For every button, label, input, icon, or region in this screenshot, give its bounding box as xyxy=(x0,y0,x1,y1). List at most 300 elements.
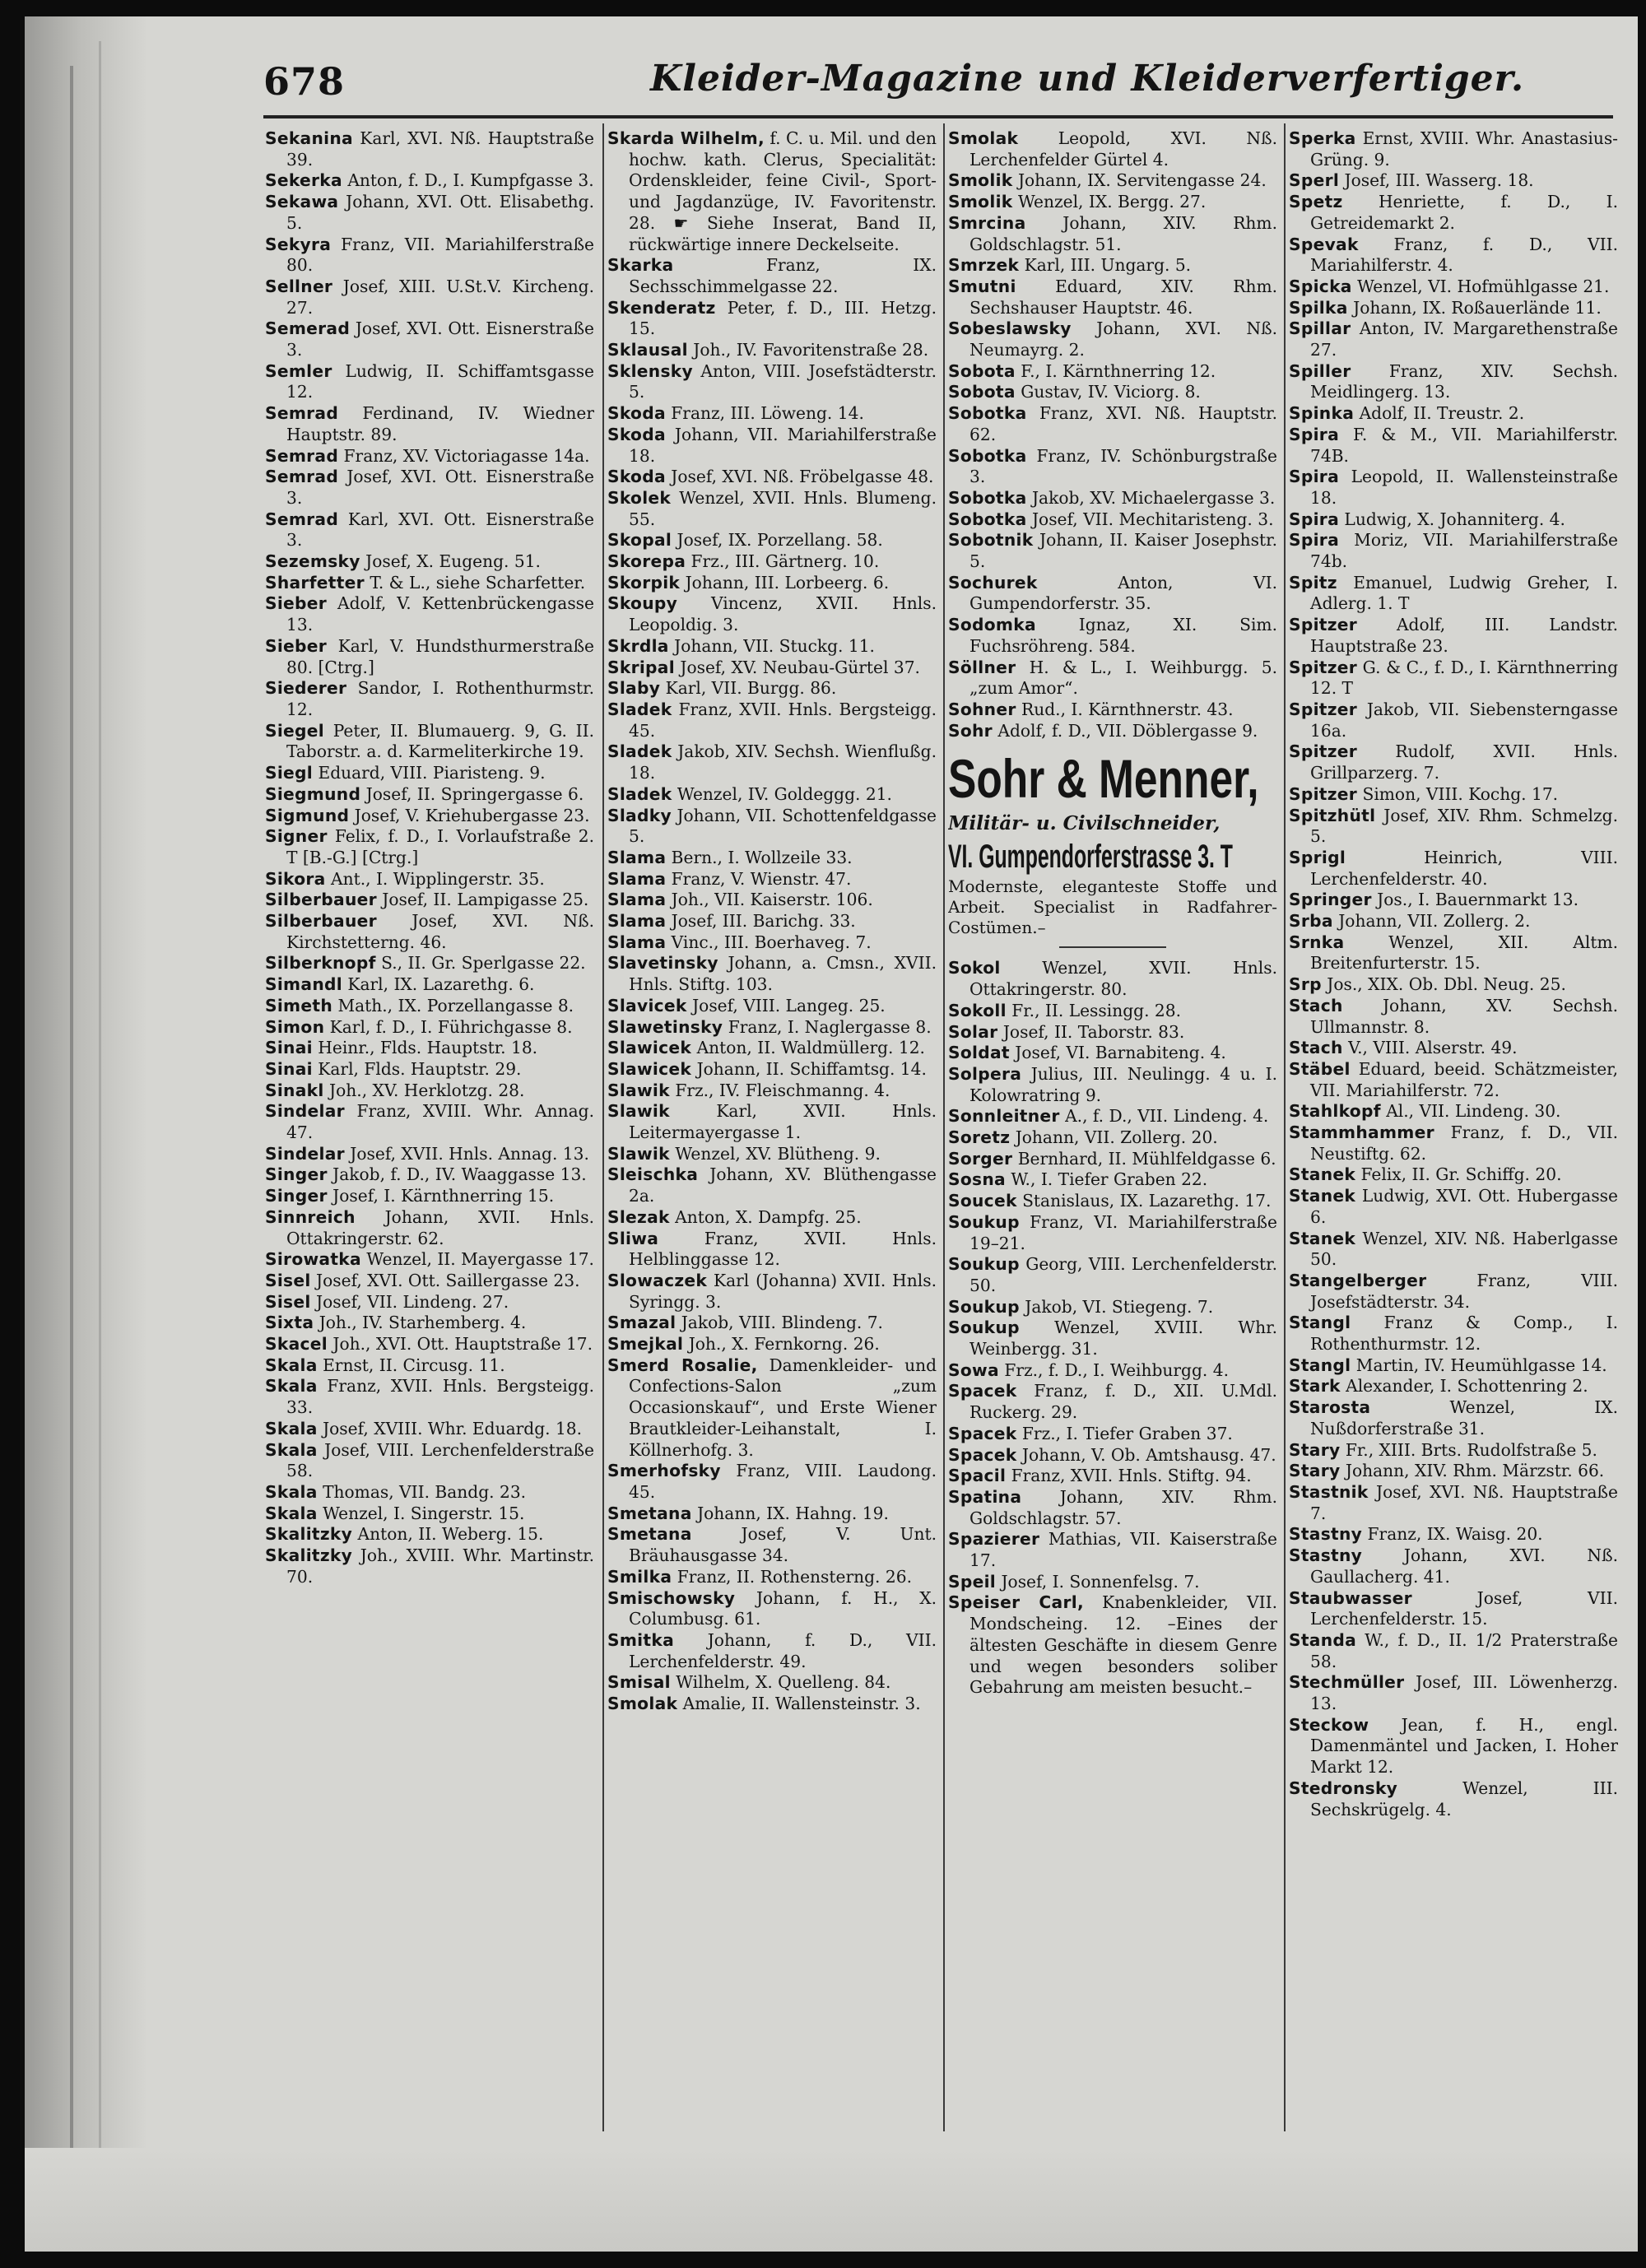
entry-name: Srnka xyxy=(1289,932,1345,952)
entry-details: Josef, I. Kärnthnerring 15. xyxy=(332,1186,555,1206)
entry-name: Sperl xyxy=(1289,170,1340,191)
entry-details: Karl (Johanna) XVII. Hnls. Syringg. 3. xyxy=(629,1270,937,1312)
directory-entry xyxy=(265,1545,594,1587)
entry-details: Ant., I. Wipplingerstr. 35. xyxy=(331,868,545,889)
directory-entry xyxy=(1289,128,1618,170)
entry-name: Skacel xyxy=(265,1334,328,1355)
entry-details: Jakob, f. D., IV. Waaggasse 13. xyxy=(332,1164,587,1185)
directory-entry xyxy=(1289,699,1618,741)
entry-details: Wenzel, IV. Goldeggg. 21. xyxy=(677,783,892,804)
entry-details: Ernst, XVIII. Whr. Anastasius-Grüng. 9. xyxy=(1310,128,1618,170)
entry-details: Josef, XV. Neubau-Gürtel 37. xyxy=(680,657,920,677)
entry-name: Spitzer xyxy=(1289,699,1358,719)
entry-name: Semrad xyxy=(265,509,339,529)
entry-name: Sochurek xyxy=(948,572,1038,593)
directory-entry xyxy=(948,1360,1277,1382)
directory-entry xyxy=(1289,361,1618,403)
entry-name: Sklausal xyxy=(607,340,688,360)
entry-name: Stastny xyxy=(1289,1524,1363,1545)
entry-name: Stedronsky xyxy=(1289,1778,1398,1798)
entry-details: Josef, XIII. U.St.V. Kircheng. 27. xyxy=(286,276,594,318)
directory-entry xyxy=(607,699,937,741)
entry-details: Josef, X. Eugeng. 51. xyxy=(365,551,541,572)
entry-details: Franz & Comp., I. Rothenthurmstr. 12. xyxy=(1310,1313,1618,1355)
directory-entry xyxy=(1289,1440,1618,1462)
directory-entry xyxy=(265,467,594,509)
directory-column-4 xyxy=(1289,128,1618,2136)
directory-entry xyxy=(265,170,594,192)
entry-details: S., II. Gr. Sperlgasse 22. xyxy=(381,953,586,974)
directory-entry xyxy=(607,1461,937,1503)
directory-column-2 xyxy=(607,128,937,2136)
entry-details: Stanislaus, IX. Lazarethg. 17. xyxy=(1022,1191,1272,1211)
directory-entry xyxy=(607,932,937,954)
entry-name: Speiser Carl, xyxy=(948,1592,1084,1613)
directory-entry xyxy=(265,1376,594,1418)
directory-entry xyxy=(948,1064,1277,1106)
directory-entry xyxy=(265,128,594,170)
entry-name: Skala xyxy=(265,1503,318,1523)
directory-entry xyxy=(607,1144,937,1165)
entry-name: Simandl xyxy=(265,974,342,995)
directory-entry xyxy=(607,1503,937,1525)
directory-entry xyxy=(1289,1059,1618,1101)
entry-details: Franz, XVII. Hnls. Helblinggasse 12. xyxy=(629,1228,937,1270)
directory-entry xyxy=(948,509,1277,531)
entry-details: Josef, XVI. Nß. Kirchstetterng. 46. xyxy=(286,911,594,952)
entry-name: Sorger xyxy=(948,1148,1013,1169)
entry-name: Sleischka xyxy=(607,1164,699,1185)
entry-details: Thomas, VII. Bandg. 23. xyxy=(323,1482,527,1502)
entry-name: Silberknopf xyxy=(265,953,376,974)
directory-entry xyxy=(1289,1630,1618,1672)
directory-entry xyxy=(607,255,937,297)
directory-entry xyxy=(948,1297,1277,1318)
entry-name: Sladek xyxy=(607,783,672,804)
entry-details: T. & L., siehe Scharfetter. xyxy=(370,572,586,593)
entry-details: Johann, XVII. Hnls. Ottakringerstr. 62. xyxy=(286,1206,594,1248)
directory-entry xyxy=(1289,890,1618,911)
entry-name: Spira xyxy=(1289,509,1339,529)
entry-name: Skarka xyxy=(607,255,674,276)
entry-details: Franz, f. D., XII. U.Mdl. Ruckerg. 29. xyxy=(969,1381,1277,1423)
entry-details: Mathias, VII. Kaiserstraße 17. xyxy=(969,1529,1277,1571)
entry-name: Spillar xyxy=(1289,318,1351,339)
directory-entry xyxy=(607,1038,937,1059)
entry-details: Franz, IX. Sechsschimmelgasse 22. xyxy=(629,255,937,296)
entry-name: Starosta xyxy=(1289,1397,1371,1418)
directory-column-1 xyxy=(265,128,594,2136)
entry-name: Skoda xyxy=(607,467,666,487)
directory-entry xyxy=(1289,509,1618,531)
entry-name: Simon xyxy=(265,1016,325,1037)
entry-name: Soukup xyxy=(948,1296,1020,1317)
directory-entry xyxy=(265,869,594,890)
entry-name: Stastny xyxy=(1289,1545,1363,1566)
entry-name: Sindelar xyxy=(265,1143,345,1164)
entry-details: Josef, XVI. Nß. Hauptstraße 7. xyxy=(1310,1482,1618,1523)
entry-name: Sinnreich xyxy=(265,1206,356,1227)
entry-name: Stanek xyxy=(1289,1186,1356,1206)
entry-details: Jean, f. H., engl. Damenmäntel und Jacken, I. Hoher Markt 12. xyxy=(1310,1714,1618,1778)
entry-details: Heinr., Flds. Hauptstr. 18. xyxy=(318,1038,538,1058)
entry-name: Spacek xyxy=(948,1381,1017,1401)
directory-entry xyxy=(607,403,937,425)
entry-details: W., I. Tiefer Graben 22. xyxy=(1011,1169,1208,1190)
entry-details: Franz, XVIII. Whr. Annag. 47. xyxy=(286,1101,594,1143)
entry-details: A., f. D., VII. Lindeng. 4. xyxy=(1065,1106,1269,1127)
entry-details: Julius, III. Neulingg. 4 u. I. Kolowratring 9. xyxy=(969,1063,1277,1105)
entry-details: Johann, VII. Schottenfeldgasse 5. xyxy=(629,805,937,847)
entry-name: Spacek xyxy=(948,1444,1017,1465)
entry-details: F. & M., VII. Mariahilferstr. 74B. xyxy=(1310,424,1618,466)
entry-details: Johann, III. Lorbeerg. 6. xyxy=(685,572,890,593)
entry-name: Soukup xyxy=(948,1254,1020,1275)
directory-entry xyxy=(265,1292,594,1313)
entry-details: Johann, f. H., X. Columbusg. 61. xyxy=(629,1587,937,1629)
directory-entry xyxy=(265,890,594,911)
directory-entry xyxy=(1289,425,1618,467)
entry-details: Josef, III. Wasserg. 18. xyxy=(1344,170,1534,191)
entry-details: Heinrich, VIII. Lerchenfelderstr. 40. xyxy=(1310,847,1618,889)
entry-name: Slaby xyxy=(607,678,661,699)
entry-details: Franz, XVI. Nß. Hauptstr. 62. xyxy=(969,403,1277,444)
header-rule xyxy=(263,115,1613,119)
entry-name: Slama xyxy=(607,911,667,932)
entry-name: Spicka xyxy=(1289,276,1352,296)
entry-name: Spitzer xyxy=(1289,615,1358,635)
entry-name: Skoupy xyxy=(607,593,678,614)
page-bottom-margin xyxy=(25,2148,1638,2252)
entry-details: Jakob, XV. Michaelergasse 3. xyxy=(1031,487,1276,508)
entry-details: Anton, X. Dampfg. 25. xyxy=(675,1206,862,1227)
entry-details: Josef, III. Löwenherzg. 13. xyxy=(1310,1672,1618,1714)
entry-name: Sixta xyxy=(265,1313,314,1333)
entry-name: Stach xyxy=(1289,1038,1343,1058)
directory-entry xyxy=(265,763,594,784)
entry-details: Gustav, IV. Viciorg. 8. xyxy=(1021,382,1201,402)
directory-entry xyxy=(265,551,594,573)
entry-name: Speil xyxy=(948,1571,997,1592)
directory-entry xyxy=(265,911,594,953)
entry-name: Springer xyxy=(1289,890,1372,910)
entry-name: Sohner xyxy=(948,699,1016,719)
directory-entry xyxy=(607,1164,937,1206)
entry-name: Semrad xyxy=(265,467,339,487)
entry-details: Johann, IX. Servitengasse 24. xyxy=(1017,170,1267,191)
directory-entry xyxy=(265,974,594,996)
entry-details: Anton, VI. Gumpendorferstr. 35. xyxy=(969,572,1277,614)
entry-name: Sprigl xyxy=(1289,847,1346,867)
entry-name: Smazal xyxy=(607,1313,677,1333)
entry-details: Johann, VII. Zollerg. 2. xyxy=(1338,911,1531,932)
entry-details: Peter, II. Blumauerg. 9, G. II. Taborstr. a. d. Karmeliterkirche 19. xyxy=(286,720,594,762)
directory-entry xyxy=(265,509,594,551)
directory-entry xyxy=(607,1229,937,1271)
entry-name: Sohr xyxy=(948,720,993,741)
entry-name: Solar xyxy=(948,1021,998,1042)
binding-edge-line xyxy=(70,66,73,2173)
entry-name: Sekerka xyxy=(265,170,342,191)
entry-details: Franz, XVII. Hnls. Stiftg. 94. xyxy=(1011,1466,1252,1486)
entry-details: Ignaz, XI. Sim. Fuchsröhreng. 584. xyxy=(969,615,1277,656)
entry-details: Johann, XIV. Rhm. Goldschlagstr. 51. xyxy=(969,212,1277,254)
entry-details: V., VIII. Alserstr. 49. xyxy=(1348,1038,1518,1058)
entry-name: Skala xyxy=(265,1482,318,1502)
directory-entry xyxy=(607,1207,937,1229)
entry-details: Wenzel, XVIII. Whr. Weinbergg. 31. xyxy=(969,1318,1277,1359)
directory-entry xyxy=(265,826,594,868)
entry-details: Josef, VII. Mechitaristeng. 3. xyxy=(1031,509,1274,529)
entry-name: Signer xyxy=(265,826,328,847)
entry-details: Knabenkleider, VII. Mondscheing. 12. –Eines der ältesten Geschäfte in diesem Genre und wegen besonders soliber Gebahrung am meisten besucht.– xyxy=(969,1592,1277,1698)
entry-details: Josef, I. Sonnenfelsg. 7. xyxy=(1001,1571,1200,1592)
entry-name: Sperka xyxy=(1289,128,1356,148)
entry-details: Franz, II. Rothensterng. 26. xyxy=(677,1566,912,1587)
entry-details: Franz, VIII. Josefstädterstr. 34. xyxy=(1310,1270,1618,1312)
entry-details: Anton, f. D., I. Kumpfgasse 3. xyxy=(347,170,594,191)
entry-name: Sobotnik xyxy=(948,530,1034,551)
entry-name: Sinakl xyxy=(265,1080,324,1100)
entry-details: Adolf, II. Treustr. 2. xyxy=(1359,403,1525,424)
entry-details: Jos., XIX. Ob. Dbl. Neug. 25. xyxy=(1327,974,1566,995)
entry-details: Wenzel, XIV. Nß. Haberlgasse 50. xyxy=(1310,1228,1618,1270)
entry-name: Spilka xyxy=(1289,297,1348,318)
entry-name: Slama xyxy=(607,890,667,910)
entry-name: Stanek xyxy=(1289,1164,1356,1185)
entry-name: Slawetinsky xyxy=(607,1016,723,1037)
directory-entry xyxy=(607,636,937,658)
entry-details: Ludwig, II. Schiffamtsgasse 12. xyxy=(286,360,594,402)
directory-entry xyxy=(607,1271,937,1313)
directory-column-3 xyxy=(948,128,1277,2136)
entry-name: Sokoll xyxy=(948,1000,1007,1020)
advertisement-sohr-menner xyxy=(948,746,1277,948)
directory-entry xyxy=(1289,235,1618,277)
directory-entry xyxy=(265,996,594,1017)
entry-name: Standa xyxy=(1289,1629,1357,1650)
entry-details: Franz, I. Naglergasse 8. xyxy=(728,1016,932,1037)
directory-entry xyxy=(948,1592,1277,1699)
directory-entry xyxy=(948,721,1277,742)
entry-name: Spacil xyxy=(948,1466,1007,1486)
entry-name: Singer xyxy=(265,1186,328,1206)
entry-details: Josef, V. Kriehubergasse 23. xyxy=(354,805,590,825)
entry-name: Sladek xyxy=(607,699,672,719)
entry-name: Slawik xyxy=(607,1080,670,1100)
entry-details: Adolf, V. Kettenbrückengasse 13. xyxy=(286,593,594,635)
entry-details: Johann, VII. Mariahilferstraße 18. xyxy=(629,424,937,466)
column-divider xyxy=(1284,123,1286,2131)
directory-entry xyxy=(948,1487,1277,1529)
entry-details: Adolf, f. D., VII. Döblergasse 9. xyxy=(997,720,1258,741)
entry-name: Slawicek xyxy=(607,1058,692,1079)
entry-name: Smrzek xyxy=(948,255,1020,276)
entry-name: Slawik xyxy=(607,1101,670,1122)
directory-entry xyxy=(265,277,594,318)
entry-name: Smrcina xyxy=(948,212,1026,233)
entry-details: Josef, XVII. Hnls. Annag. 13. xyxy=(350,1143,589,1164)
entry-name: Skarda Wilhelm, xyxy=(607,128,765,148)
entry-details: Anton, II. Weberg. 15. xyxy=(357,1524,544,1545)
entry-name: Solpera xyxy=(948,1063,1022,1084)
directory-entry xyxy=(607,848,937,869)
entry-name: Srp xyxy=(1289,974,1322,995)
entry-details: Fr., XIII. Brts. Rudolfstraße 5. xyxy=(1345,1439,1597,1460)
directory-entry xyxy=(607,1081,937,1102)
entry-name: Spitzhütl xyxy=(1289,805,1376,825)
directory-entry xyxy=(948,213,1277,255)
directory-entry xyxy=(265,1503,594,1525)
entry-details: H. & L., I. Weihburgg. 5. „zum Amor“. xyxy=(969,657,1277,699)
entry-details: Bern., I. Wollzeile 33. xyxy=(671,847,853,867)
directory-entry xyxy=(265,593,594,635)
entry-details: Johann, XVI. Nß. Neumayrg. 2. xyxy=(969,318,1277,360)
directory-entry xyxy=(948,1127,1277,1149)
entry-details: Peter, f. D., III. Hetzg. 15. xyxy=(629,297,937,339)
entry-name: Spevak xyxy=(1289,234,1359,254)
directory-entry xyxy=(1289,741,1618,783)
entry-details: Johann, XV. Blüthengasse 2a. xyxy=(629,1164,937,1206)
directory-entry xyxy=(265,1440,594,1482)
entry-details: Franz, f. D., VII. Neustiftg. 62. xyxy=(1310,1122,1618,1164)
directory-entry xyxy=(265,1038,594,1059)
entry-name: Spitz xyxy=(1289,572,1337,593)
directory-entry xyxy=(948,318,1277,360)
entry-details: Franz, XVII. Hnls. Bergsteigg. 33. xyxy=(286,1376,594,1418)
entry-details: Wilhelm, X. Quelleng. 84. xyxy=(676,1672,891,1693)
entry-details: Adolf, III. Landstr. Hauptstraße 23. xyxy=(1310,615,1618,656)
directory-entry xyxy=(607,996,937,1017)
entry-name: Spira xyxy=(1289,467,1339,487)
entry-details: Franz, VIII. Laudong. 45. xyxy=(629,1461,937,1502)
directory-entry xyxy=(1289,1376,1618,1397)
entry-details: Joh., VII. Kaiserstr. 106. xyxy=(671,890,873,910)
entry-name: Sindelar xyxy=(265,1101,345,1122)
entry-details: Josef, II. Taborstr. 83. xyxy=(1002,1021,1185,1042)
entry-details: Karl, XVI. Ott. Eisnerstraße 3. xyxy=(286,509,594,551)
directory-entry xyxy=(948,530,1277,572)
entry-details: Jos., I. Bauernmarkt 13. xyxy=(1377,890,1579,910)
entry-details: Amalie, II. Wallensteinstr. 3. xyxy=(682,1694,921,1714)
entry-details: Johann, VII. Stuckg. 11. xyxy=(674,635,875,656)
directory-entry xyxy=(1289,298,1618,319)
entry-name: Slawicek xyxy=(607,1038,692,1058)
directory-entry xyxy=(948,1212,1277,1254)
directory-entry xyxy=(1289,403,1618,425)
directory-entry xyxy=(1289,1545,1618,1587)
directory-entry xyxy=(1289,848,1618,890)
entry-details: Joh., X. Fernkorng. 26. xyxy=(688,1334,880,1355)
entry-name: Sigmund xyxy=(265,805,350,825)
directory-entry xyxy=(1289,1271,1618,1313)
entry-name: Semerad xyxy=(265,318,351,339)
entry-details: Johann, a. Cmsn., XVII. Hnls. Stiftg. 103. xyxy=(629,953,937,995)
directory-entry xyxy=(1289,806,1618,848)
entry-name: Sekawa xyxy=(265,192,339,212)
entry-name: Sodomka xyxy=(948,615,1036,635)
entry-name: Slama xyxy=(607,868,667,889)
entry-details: Frz., III. Gärtnerg. 10. xyxy=(690,551,880,572)
entry-name: Sokol xyxy=(948,958,1001,978)
entry-name: Skorepa xyxy=(607,551,686,572)
directory-entry xyxy=(1289,1355,1618,1377)
entry-details: Joh., XVIII. Whr. Martinstr. 70. xyxy=(286,1545,594,1587)
entry-details: Vinc., III. Boerhaveg. 7. xyxy=(671,932,872,952)
directory-entry xyxy=(607,488,937,530)
directory-entry xyxy=(948,1529,1277,1571)
entry-details: Leopold, XVI. Nß. Lerchenfelder Gürtel 4. xyxy=(969,128,1277,170)
directory-page xyxy=(25,16,1638,2252)
entry-details: Johann, XIV. Rhm. Märzstr. 66. xyxy=(1345,1461,1605,1481)
entry-details: Franz, V. Wienstr. 47. xyxy=(671,868,852,889)
entry-name: Siegel xyxy=(265,720,325,741)
directory-entry xyxy=(1289,1461,1618,1482)
entry-details: Josef, XVI. Nß. Fröbelgasse 48. xyxy=(671,467,934,487)
entry-details: Johann, V. Ob. Amtshausg. 47. xyxy=(1021,1444,1276,1465)
directory-entry xyxy=(265,192,594,234)
entry-name: Sezemsky xyxy=(265,551,360,572)
directory-entry xyxy=(265,1059,594,1081)
entry-details: Wenzel, IX. Bergg. 27. xyxy=(1017,192,1207,212)
entry-name: Sinai xyxy=(265,1038,313,1058)
directory-entry xyxy=(948,1149,1277,1170)
entry-name: Sliwa xyxy=(607,1228,659,1248)
entry-details: Ferdinand, IV. Wiedner Hauptstr. 89. xyxy=(286,403,594,444)
entry-name: Sobotka xyxy=(948,403,1027,424)
entry-details: Eduard, XIV. Rhm. Sechshauser Hauptstr. 46. xyxy=(969,276,1277,318)
entry-details: Simon, VIII. Kochg. 17. xyxy=(1362,783,1559,804)
entry-name: Stark xyxy=(1289,1376,1341,1397)
entry-details: Georg, VIII. Lerchenfelderstr. 50. xyxy=(969,1254,1277,1295)
page-number: 678 xyxy=(263,59,346,104)
entry-name: Spatina xyxy=(948,1486,1022,1507)
directory-entry xyxy=(265,446,594,467)
directory-entry xyxy=(265,1101,594,1143)
directory-entry xyxy=(607,340,937,361)
binding-edge-line xyxy=(99,41,101,2197)
entry-name: Singer xyxy=(265,1164,328,1185)
entry-name: Sladek xyxy=(607,741,672,762)
entry-name: Sklensky xyxy=(607,360,693,381)
directory-entry xyxy=(1289,658,1618,699)
entry-name: Siederer xyxy=(265,678,347,699)
entry-name: Sisel xyxy=(265,1291,311,1312)
directory-entry xyxy=(948,615,1277,657)
entry-details: Ernst, II. Circusg. 11. xyxy=(323,1355,505,1375)
entry-details: Karl, VII. Burgg. 86. xyxy=(665,678,837,699)
entry-details: Josef, XVI. Ott. Eisnerstraße 3. xyxy=(286,467,594,508)
entry-name: Sobotka xyxy=(948,487,1027,508)
directory-entry xyxy=(607,784,937,806)
entry-name: Soukup xyxy=(948,1211,1020,1232)
directory-entry xyxy=(948,958,1277,1000)
entry-details: Moriz, VII. Mariahilferstraße 74b. xyxy=(1310,530,1618,572)
directory-entry xyxy=(1289,573,1618,615)
directory-entry xyxy=(607,128,937,255)
directory-entry xyxy=(607,658,937,679)
advertisement-divider xyxy=(1059,946,1166,948)
directory-entry xyxy=(607,1630,937,1672)
directory-entry xyxy=(265,806,594,827)
entry-name: Skenderatz xyxy=(607,297,716,318)
directory-entry xyxy=(1289,932,1618,974)
directory-entry xyxy=(1289,1715,1618,1778)
directory-entry xyxy=(265,636,594,678)
entry-name: Sowa xyxy=(948,1359,999,1380)
entry-name: Skolek xyxy=(607,487,672,508)
entry-name: Skalitzky xyxy=(265,1524,353,1545)
